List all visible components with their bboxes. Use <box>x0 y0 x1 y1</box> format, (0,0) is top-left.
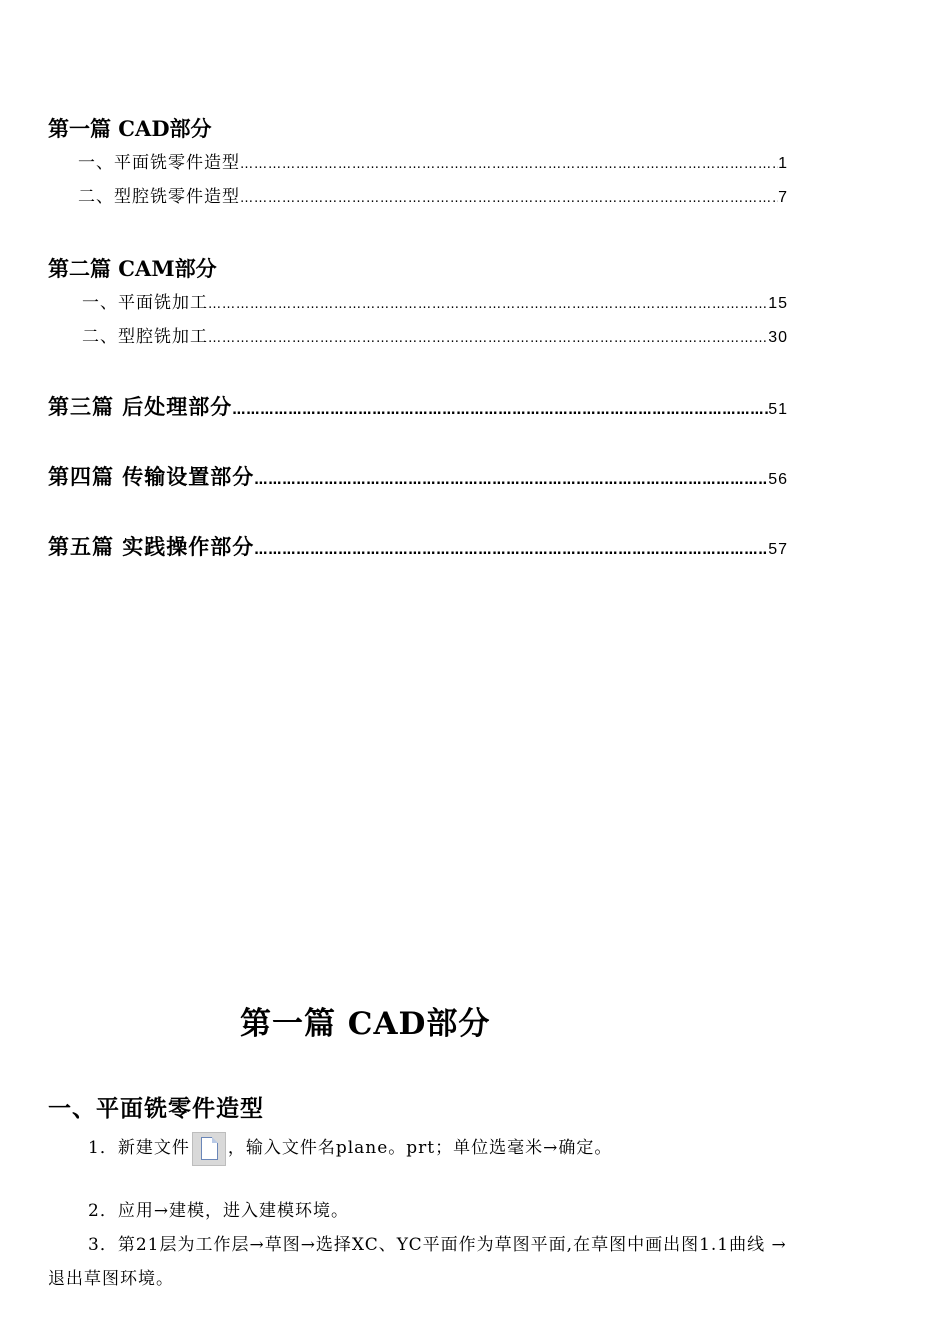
toc-entry[interactable] <box>48 180 788 214</box>
step-3-paragraph <box>48 1228 908 1296</box>
toc-leader-dots <box>240 182 778 216</box>
toc-entry-part5[interactable] <box>48 530 788 564</box>
chapter-title: 第一篇 CAD部分 <box>240 1006 491 1042</box>
toc-entry-label: 第五篇 实践操作部分 <box>48 534 255 559</box>
toc-part1-title: 第一篇 CAD部分 <box>48 116 212 141</box>
toc-leader-dots <box>232 394 768 428</box>
toc-page-number: 56 <box>768 471 788 488</box>
step-1-text-before: 1．新建文件 <box>88 1138 190 1158</box>
table-of-contents <box>48 112 788 564</box>
toc-page-number: 30 <box>768 329 788 346</box>
toc-page-number: 15 <box>768 295 788 312</box>
toc-entry-label: 二、型腔铣加工 <box>82 327 208 347</box>
toc-leader-dots <box>208 288 768 322</box>
toc-page-number: 51 <box>768 401 788 418</box>
toc-entry-label: 二、型腔铣零件造型 <box>78 187 240 207</box>
toc-entry[interactable] <box>48 146 788 180</box>
toc-entry-label: 第四篇 传输设置部分 <box>48 464 255 489</box>
new-file-icon <box>192 1132 226 1166</box>
step-1-text-after: ，输入文件名plane。prt；单位选毫米→确定。 <box>227 1138 613 1158</box>
toc-entry-part4[interactable] <box>48 460 788 494</box>
toc-entry[interactable] <box>48 320 788 354</box>
toc-entry-label: 一、平面铣加工 <box>82 293 208 313</box>
toc-entry-part3[interactable] <box>48 390 788 424</box>
toc-page-number: 57 <box>768 541 788 558</box>
step-3-text-line1: 3．第21层为工作层→草图→选择XC、YC平面作为草图平面,在草图中画出图1.1曲线 → <box>88 1235 787 1255</box>
toc-page-number: 1 <box>778 155 788 172</box>
toc-page-number: 7 <box>778 189 788 206</box>
section-title: 一、平面铣零件造型 <box>48 1095 264 1122</box>
toc-leader-dots <box>254 534 768 568</box>
toc-entry-label: 第三篇 后处理部分 <box>48 394 233 419</box>
toc-leader-dots <box>254 464 768 498</box>
toc-entry-label: 一、平面铣零件造型 <box>78 153 240 173</box>
toc-entry[interactable] <box>48 286 788 320</box>
toc-leader-dots <box>240 148 778 182</box>
step-3-text-line2: 退出草图环境。 <box>48 1269 174 1289</box>
toc-leader-dots <box>208 322 768 356</box>
step-1-paragraph <box>48 1131 908 1166</box>
step-2-text: 2．应用→建模，进入建模环境。 <box>88 1201 350 1221</box>
toc-part2-title: 第二篇 CAM部分 <box>48 256 217 281</box>
step-2-paragraph <box>48 1194 908 1228</box>
